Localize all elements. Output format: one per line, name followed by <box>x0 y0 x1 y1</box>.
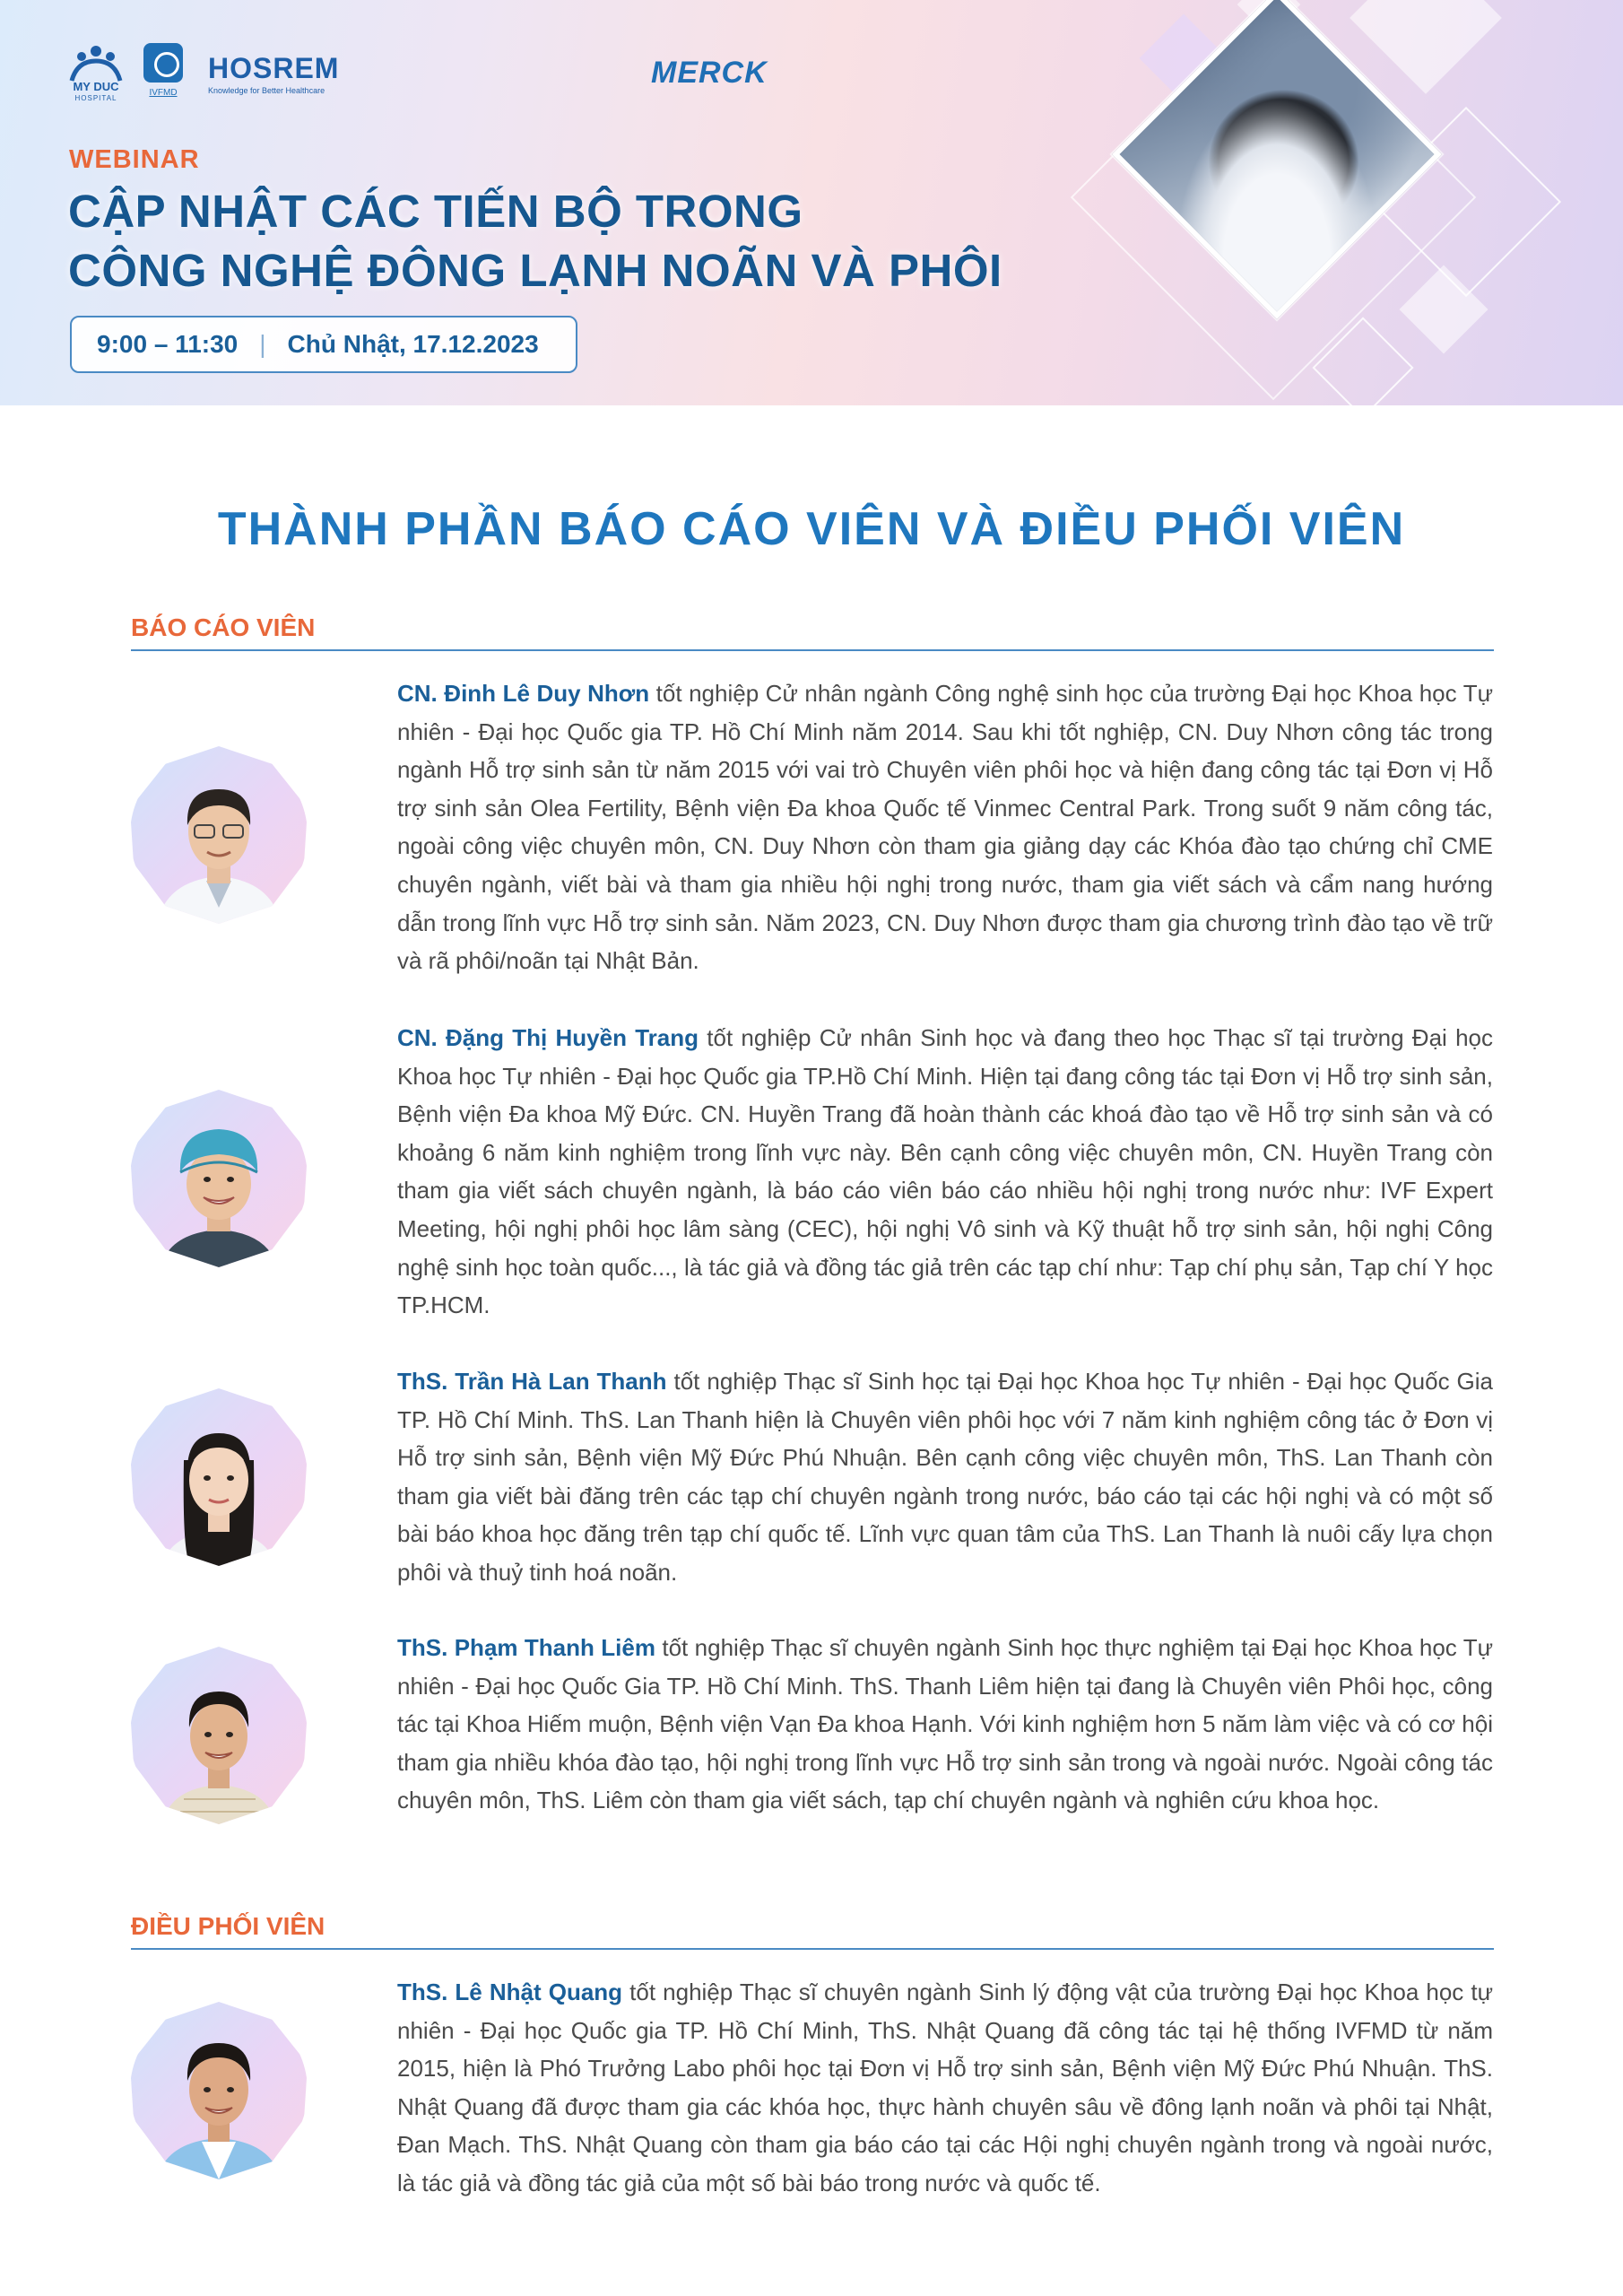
coordinators-heading-label: ĐIỀU PHỐI VIÊN <box>131 1912 325 1940</box>
myduc-logo-text: MY DUC <box>73 80 119 93</box>
speaker-name: CN. Đặng Thị Huyền Trang <box>397 1024 699 1051</box>
speaker-photo <box>130 1388 308 1566</box>
speaker-bio-text: tốt nghiệp Cử nhân ngành Công nghệ sinh học của trường Đại học Khoa học Tự nhiên - Đại học Quốc gia TP. Hồ Chí Minh năm 2014. Sau khi tốt nghiệp, CN. Duy Nhơn công tác trong ngành Hỗ trợ sinh sản từ năm 2015 với vai trò Chuyên viên phôi học và hiện đang công tác tại Đơn vị Hỗ trợ sinh sản Olea Fertility, Bệnh viện Đa khoa Quốc tế Vinmec Central Park. Trong suốt 9 năm công tác, ngoài công việc chuyên môn, CN. Duy Nhơn còn tham gia giảng dạy các Khóa đào tạo chứng chỉ CME chuyên ngành, viết bài và tham gia nhiều hội nghị trong nước, tham gia viết sách và cẩm nang hướng dẫn trong lĩnh vực Hỗ trợ sinh sản. Năm 2023, CN. Duy Nhơn được tham gia chương trình đào tạo về trữ và rã phôi/noãn tại Nhật Bản. <box>397 680 1493 975</box>
event-date: Chủ Nhật, 17.12.2023 <box>287 330 539 358</box>
logo-row <box>68 43 339 106</box>
section-title: THÀNH PHẦN BÁO CÁO VIÊN VÀ ĐIỀU PHỐI VIÊN <box>217 503 1406 555</box>
merck-logo: MERCK <box>651 56 768 90</box>
speaker-bio <box>397 1019 1493 1325</box>
speaker-bio <box>397 1629 1493 1820</box>
hosrem-tagline: Knowledge for Better Healthcare <box>208 86 325 95</box>
decor-diamond-fill <box>1350 0 1502 94</box>
coordinator-photo <box>130 2002 308 2179</box>
speaker-photo <box>130 1647 308 1824</box>
speaker-photo <box>130 746 308 924</box>
coordinator-bio-text: tốt nghiệp Thạc sĩ chuyên ngành Sinh lý động vật của trường Đại học Khoa học tự nhiên - Đại học Quốc gia TP. Hồ Chí Minh, ThS. Nhật Quang đã công tác tại hệ thống IVFMD từ năm 2015, hiện là Phó Trưởng Labo phôi học tại Đơn vị Hỗ trợ sinh sản, Bệnh viện Mỹ Đức Phú Nhuận. ThS. Nhật Quang đã được tham gia các khóa học, thực hành chuyên sâu về đông lạnh noãn và phôi tại Nhật, Đan Mạch. ThS. Nhật Quang còn tham gia báo cáo tại các Hội nghị chuyên ngành trong và ngoài nước, là tác giả và đồng tác giả của một số bài báo trong nước và quốc tế. <box>397 1979 1494 2196</box>
hosrem-logo-text: HOSREM <box>208 52 340 84</box>
ivfmd-logo-text: IVFMD <box>149 88 178 98</box>
speaker-name: ThS. Trần Hà Lan Thanh <box>397 1368 667 1395</box>
speaker-bio-text: tốt nghiệp Thạc sĩ Sinh học tại Đại học Khoa học Tự nhiên - Đại học Quốc Gia TP. Hồ Chí Minh. ThS. Lan Thanh hiện là Chuyên viên phôi học với 7 năm kinh nghiệm công tác ở Đơn vị Hỗ trợ sinh sản, Bệnh viện Mỹ Đức Phú Nhuận. Bên cạnh công việc chuyên môn, ThS. Lan Thanh còn tham gia viết bài đăng trên các tạp chí chuyên ngành trong nước, báo cáo tại các hội nghị và có một số bài báo khoa học đăng trên tạp chí quốc tế. Lĩnh vực quan tâm của ThS. Lan Thanh là nuôi cấy lựa chọn phôi và thuỷ tinh hoá noãn. <box>397 1368 1493 1586</box>
coordinators-heading <box>131 1912 1494 1950</box>
speaker-bio-text: tốt nghiệp Thạc sĩ chuyên ngành Sinh học thực nghiệm tại Đại học Khoa học Tự nhiên - Đại học Quốc Gia TP. Hồ Chí Minh. ThS. Thanh Liêm hiện tại đang là Chuyên viên Phôi học, công tác tại Khoa Hiếm muộn, Bệnh viện Vạn Đa khoa Hạnh. Với kinh nghiệm hơn 5 năm làm việc và có cơ hội tham gia nhiều khóa đào tạo, hội nghị trong lĩnh vực Hỗ trợ sinh sản trong và ngoài nước. Ngoài công tác chuyên môn, ThS. Liêm còn tham gia viết sách, tạp chí chuyên ngành và nghiên cứu khoa học. <box>397 1634 1493 1814</box>
coordinator-bio <box>397 1973 1493 2203</box>
coordinator-name: ThS. Lê Nhật Quang <box>397 1979 623 2005</box>
speaker-name: ThS. Phạm Thanh Liêm <box>397 1634 655 1661</box>
event-title-line1: CẬP NHẬT CÁC TIẾN BỘ TRONG <box>68 186 803 237</box>
event-time: 9:00 – 11:30 <box>97 330 239 358</box>
hosrem-logo <box>208 43 339 95</box>
webinar-eyebrow: WEBINAR <box>69 145 200 174</box>
myduc-logo <box>68 43 124 102</box>
event-datetime-badge <box>70 316 577 373</box>
header-banner <box>0 0 1623 405</box>
speaker-bio-text: tốt nghiệp Cử nhân Sinh học và đang theo học Thạc sĩ tại trường Đại học Khoa học Tự nhiên - Đại học Quốc gia TP.Hồ Chí Minh. Hiện tại đang công tác tại Đơn vị Hỗ trợ sinh sản, Bệnh viện Đa khoa Mỹ Đức. CN. Huyền Trang đã hoàn thành các khoá đào tạo về Hỗ trợ sinh sản và có khoảng 6 năm kinh nghiệm trong lĩnh vực này. Bên cạnh công việc chuyên môn, CN. Huyền Trang còn tham gia viết sách chuyên ngành, là báo cáo viên báo cáo nhiều hội nghị trong nước như: IVF Expert Meeting, hội nghị phôi học lâm sàng (CEC), hội nghị Vô sinh và Kỹ thuật hỗ trợ sinh sản, hội nghị Công nghệ sinh học toàn quốc..., là tác giả và đồng tác giả trên các tạp chí như: Tạp chí phụ sản, Tạp chí Y học TP.HCM. <box>397 1024 1493 1319</box>
speaker-bio <box>397 1362 1493 1592</box>
speaker-photo <box>130 1090 308 1267</box>
myduc-logo-subtext: HOSPITAL <box>74 94 117 102</box>
datetime-separator: | <box>259 330 266 358</box>
speaker-name: CN. Đinh Lê Duy Nhơn <box>397 680 650 707</box>
speakers-heading-label: BÁO CÁO VIÊN <box>131 613 316 641</box>
event-title-line2: CÔNG NGHỆ ĐÔNG LẠNH NOÃN VÀ PHÔI <box>68 245 1002 296</box>
speakers-heading <box>131 613 1494 651</box>
ivfmd-logo <box>143 43 187 102</box>
speaker-bio <box>397 674 1493 980</box>
